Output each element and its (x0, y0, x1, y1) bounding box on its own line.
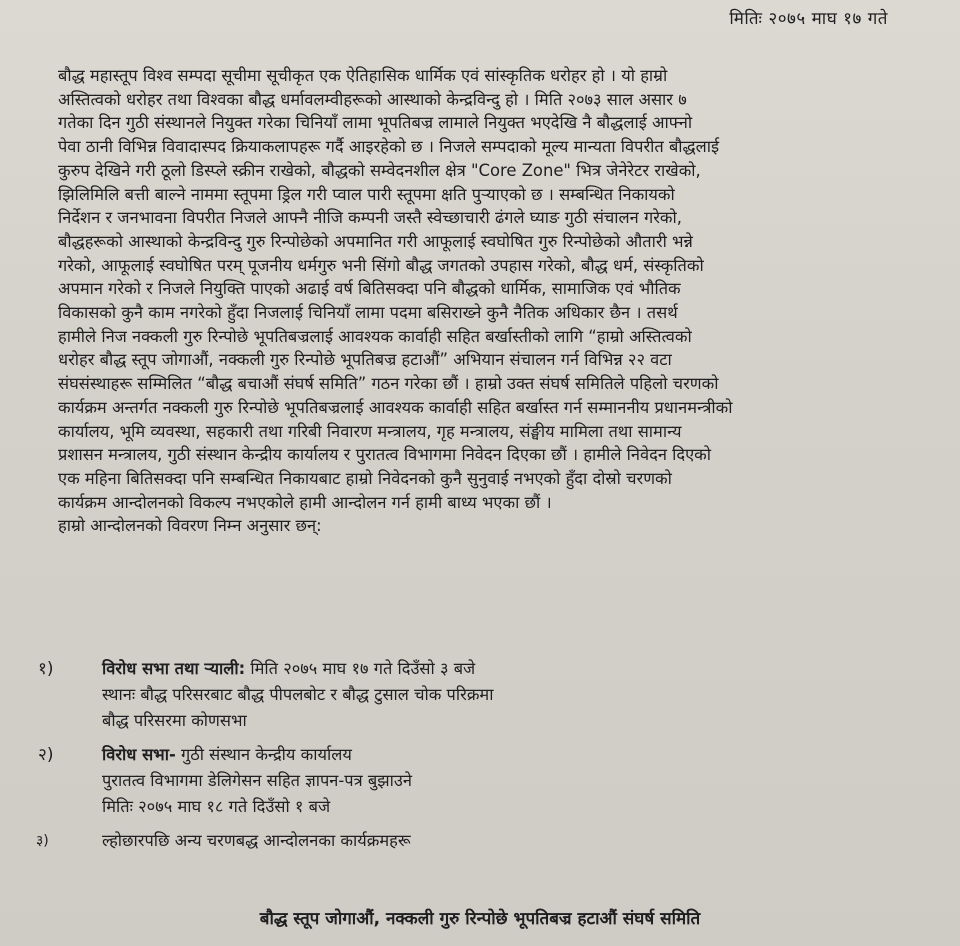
paragraph-line: अस्तित्वको धरोहर तथा विश्वका बौद्ध धर्मावलम्वीहरूको आस्थाको केन्द्रविन्दु हो । मिति २०७३ साल असार ७ (58, 89, 687, 109)
paragraph-line: धरोहर बौद्ध स्तूप जोगाऔं, नक्कली गुरु रिन्पोछे भूपतिबज्र हटाऔं” अभियान संचालन गर्न विभिन्न २२ वटा (58, 350, 672, 370)
paragraph-line: संघसंस्थाहरू सम्मिलित “बौद्ध बचाऔं संघर्ष समिति” गठन गरेका छौं । हाम्रो उक्त संघर्ष समितिले पहिलो चरणको (58, 374, 719, 394)
event-title: विरोध सभा- (102, 745, 176, 764)
paragraph-line: कार्यालय, भूमि व्यवस्था, सहकारी तथा गरिबी निवारण मन्त्रालय, गृह मन्त्रालय, संङ्घीय मामिला तथा सामान्य (58, 421, 682, 441)
paragraph-line: एक महिना बितिसक्दा पनि सम्बन्धित निकायबाट हाम्रो निवेदनको कुनै सुनुवाई नभएको हुँदा दोस्रो चरणको (58, 468, 672, 488)
body-paragraph (58, 64, 908, 538)
event-item (36, 828, 908, 854)
event-line: पुरातत्व विभागमा डेलिगेसन सहित ज्ञापन-पत्र बुझाउने (102, 771, 412, 790)
event-heading (102, 656, 908, 682)
paragraph-line: झिलिमिलि बत्ती बाल्ने नाममा स्तूपमा ड्रिल गरी प्वाल पारी स्तूपमा क्षति पुर्‍याएको छ । सम्बन्धित निकायको (58, 184, 675, 204)
paragraph-line: पेवा ठानी विभिन्न विवादास्पद क्रियाकलापहरू गर्दै आइरहेको छ । निजले सम्पदाको मूल्य मान्यता विपरीत बौद्धलाई (58, 137, 720, 157)
event-heading (102, 742, 908, 768)
paragraph-line: गतेका दिन गुठी संस्थानले नियुक्त गरेका चिनियाँ लामा भूपतिबज्र लामाले नियुक्त भएदेखि नै बौद्धलाई आफ्नो (58, 113, 693, 133)
paragraph-line: अपमान गरेको र निजले नियुक्ति पाएको अढाई वर्ष बितिसक्दा पनि बौद्धको धार्मिक, सामाजिक एवं भौतिक (58, 279, 681, 299)
event-line: बौद्ध परिसरमा कोणसभा (102, 711, 247, 730)
event-heading (102, 828, 908, 854)
paragraph-line: हामीले निज नक्कली गुरु रिन्पोछे भूपतिबज्रलाई आवश्यक कार्वाही सहित बर्खास्तीको लागि “हाम्रो अस्तित्वको (58, 326, 692, 346)
paragraph-line: बौद्ध महास्तूप विश्व सम्पदा सूचीमा सूचीकृत एक ऐतिहासिक धार्मिक एवं सांस्कृतिक धरोहर हो । यो हाम्रो (58, 66, 668, 85)
paragraph-line: प्रशासन मन्त्रालय, गुठी संस्थान केन्द्रीय कार्यालय र पुरातत्व विभागमा निवेदन दिएका छौं । हामीले निवेदन दिएको (58, 445, 711, 465)
signature-committee: बौद्ध स्तूप जोगाऔं, नक्कली गुरु रिन्पोछे भूपतिबज्र हटाऔं संघर्ष समिति (259, 909, 701, 929)
paragraph-line: गरेको, आफूलाई स्वघोषित परम् पूजनीय धर्मगुरु भनी सिंगो बौद्ध जगतको उपहास गरेको, बौद्ध धर्म, संस्कृतिको (58, 255, 704, 275)
event-item (38, 742, 908, 820)
document-date: मितिः २०७५ माघ १७ गते (729, 9, 888, 29)
paragraph-line: निर्देशन र जनभावना विपरीत निजले आफ्नै नीजि कम्पनी जस्तै स्वेच्छाचारी ढंगले घ्याङ गुठी संचालन गरेको, (58, 208, 682, 228)
event-detail: ल्होछारपछि अन्य चरणबद्ध आन्दोलनका कार्यक्रमहरू (102, 831, 411, 850)
paragraph-line: कार्यक्रम अन्तर्गत नक्कली गुरु रिन्पोछे भूपतिबज्रलाई आवश्यक कार्वाही सहित बर्खास्त गर्न सम्माननीय प्रधानमन्त्रीको (58, 397, 733, 417)
event-number: २) (38, 745, 54, 765)
event-line: मितिः २०७५ माघ १८ गते दिउँसो १ बजे (102, 797, 331, 816)
paragraph-line: कुरुप देखिने गरी ठूलो डिस्प्ले स्क्रीन राखेको, बौद्धको सम्वेदनशील क्षेत्र "Core Zone" भित्र जेनेरेटर राखेको, (58, 160, 701, 180)
paragraph-line: विकासको कुनै काम नगरेको हुँदा निजलाई चिनियाँ लामा पदमा बसिराख्ने कुनै नैतिक अधिकार छैन । तसर्थ (58, 303, 678, 323)
paragraph-line: बौद्धहरूको आस्थाको केन्द्रविन्दु गुरु रिन्पोछेको अपमानित गरी आफूलाई स्वघोषित गुरु रिन्पोछेको औतारी भन्ने (58, 231, 693, 251)
event-title: विरोध सभा तथा र्‍याली: (102, 659, 246, 678)
event-item (38, 656, 908, 734)
event-list (36, 656, 908, 854)
event-detail: मिति २०७५ माघ १७ गते दिउँसो ३ बजे (245, 659, 476, 678)
paragraph-line: हाम्रो आन्दोलनको विवरण निम्न अनुसार छन्: (58, 516, 322, 536)
event-detail: गुठी संस्थान केन्द्रीय कार्यालय (175, 745, 352, 764)
event-number: १) (38, 659, 54, 679)
event-number: ३) (36, 833, 49, 849)
event-line: स्थानः बौद्ध परिसरबाट बौद्ध पीपलबोट र बौद्ध टुसाल चोक परिक्रमा (102, 685, 494, 704)
paragraph-line: कार्यक्रम आन्दोलनको विकल्प नभएकोले हामी आन्दोलन गर्न हामी बाध्य भएका छौं । (58, 492, 552, 512)
